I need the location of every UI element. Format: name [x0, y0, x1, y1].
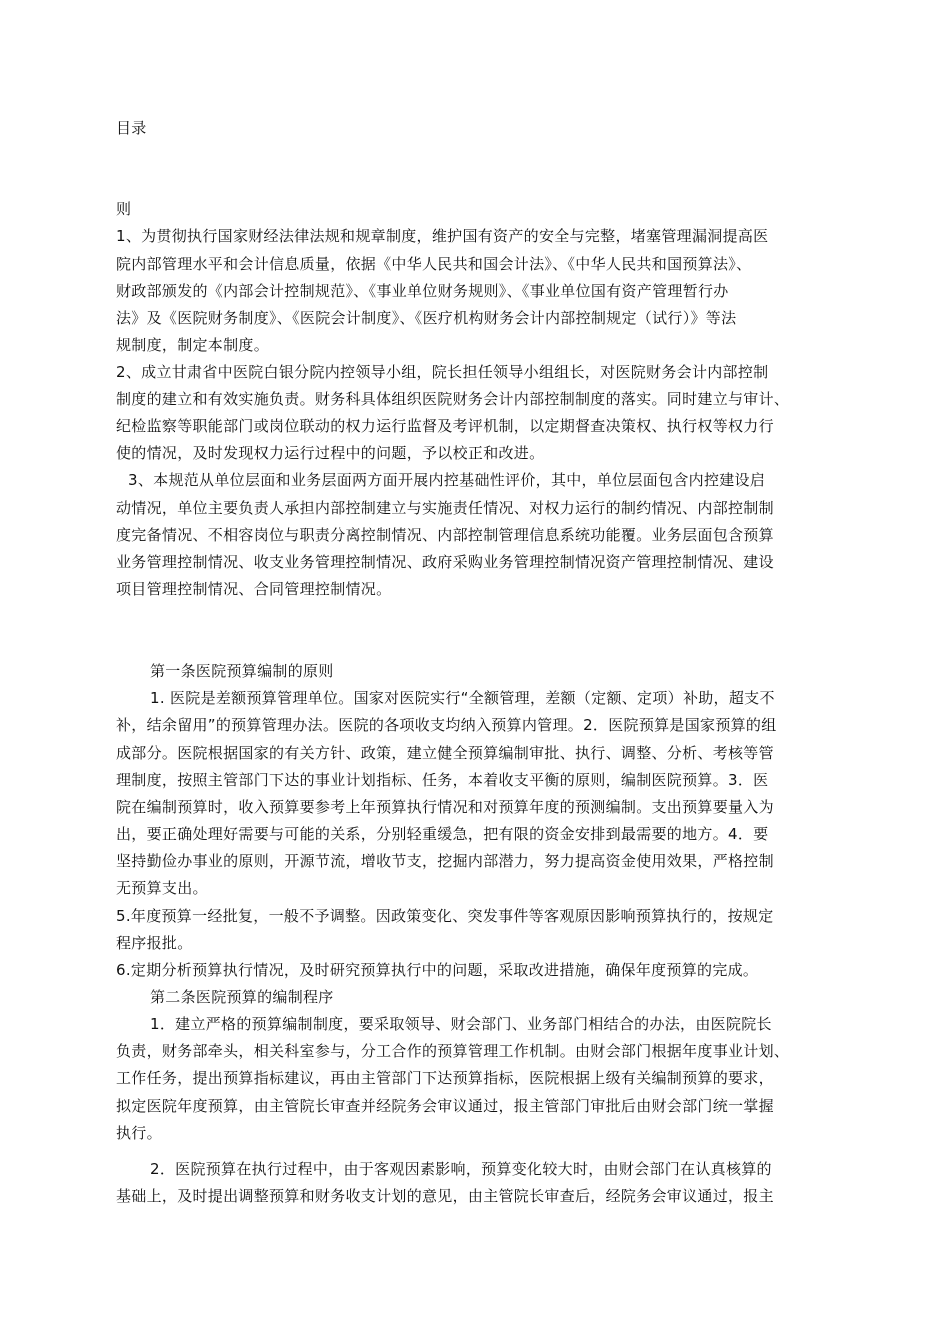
text-line: 执行。 [116, 1124, 162, 1142]
text-line: 2、成立甘肃省中医院白银分院内控领导小组，院长担任领导小组组长，对医院财务会计内部控制 [116, 363, 769, 381]
text-line: 1. 医院是差额预算管理单位。国家对医院实行“全额管理，差额（定额、定项）补助，超支不 [150, 689, 775, 707]
toc-title: 目录 [116, 119, 147, 137]
text-line: 理制度，按照主管部门下达的事业计划指标、任务，本着收支平衡的原则，编制医院预算。3．医 [116, 771, 769, 789]
text-line: 6.定期分析预算执行情况，及时研究预算执行中的问题，采取改进措施，确保年度预算的完成。 [116, 961, 759, 979]
text-line: 5.年度预算一经批复，一般不予调整。因政策变化、突发事件等客观原因影响预算执行的，按规定 [116, 907, 774, 925]
text-line: 出，要正确处理好需要与可能的关系，分别轻重缓急，把有限的资金安排到最需要的地方。4．要 [116, 825, 769, 843]
text-line: 补，结余留用”的预算管理办法。医院的各项收支均纳入预算内管理。2．医院预算是国家预算的组 [116, 716, 777, 734]
text-line: 法》及《医院财务制度》、《医院会计制度》、《医疗机构财务会计内部控制规定（试行）》等法 [116, 309, 737, 327]
text-line: 坚持勤俭办事业的原则，开源节流，增收节支，挖掘内部潜力，努力提高资金使用效果，严格控制 [116, 852, 774, 870]
text-line: 成部分。医院根据国家的有关方针、政策，建立健全预算编制审批、执行、调整、分析、考核等管 [116, 744, 774, 762]
text-line: 度完备情况、不相容岗位与职责分离控制情况、内部控制管理信息系统功能覆。业务层面包含预算 [116, 526, 774, 544]
text-line: 项目管理控制情况、合同管理控制情况。 [116, 580, 392, 598]
text-line: 1．建立严格的预算编制制度，要采取领导、财会部门、业务部门相结合的办法，由医院院长 [150, 1015, 772, 1033]
text-line: 工作任务，提出预算指标建议，再由主管部门下达预算指标，医院根据上级有关编制预算的要求， [116, 1069, 774, 1087]
text-line: 拟定医院年度预算，由主管院长审查并经院务会审议通过，报主管部门审批后由财会部门统一掌握 [116, 1097, 774, 1115]
text-line: 动情况，单位主要负责人承担内部控制建立与实施责任情况、对权力运行的制约情况、内部控制制 [116, 499, 774, 517]
text-line: 3、本规范从单位层面和业务层面两方面开展内控基础性评价，其中，单位层面包含内控建设启 [128, 471, 766, 489]
text-line: 使的情况，及时发现权力运行过程中的问题，予以校正和改进。 [116, 444, 545, 462]
text-line: 业务管理控制情况、收支业务管理控制情况、政府采购业务管理控制情况资产管理控制情况、建设 [116, 553, 774, 571]
section-marker: 则 [116, 200, 132, 218]
text-line: 纪检监察等职能部门或岗位联动的权力运行监督及考评机制，以定期督查决策权、执行权等权力行 [116, 417, 774, 435]
text-line: 负责，财务部牵头，相关科室参与，分工合作的预算管理工作机制。由财会部门根据年度事业计划、 [116, 1042, 790, 1060]
text-line: 规制度，制定本制度。 [116, 336, 270, 354]
text-line: 1、为贯彻执行国家财经法律法规和规章制度，维护国有资产的安全与完整，堵塞管理漏洞提高医 [116, 227, 769, 245]
text-line: 2．医院预算在执行过程中，由于客观因素影响，预算变化较大时，由财会部门在认真核算的 [150, 1160, 772, 1178]
text-line: 基础上，及时提出调整预算和财务收支计划的意见，由主管院长审查后，经院务会审议通过，报主 [116, 1187, 774, 1205]
text-line: 财政部颁发的《内部会计控制规范》、《事业单位财务规则》、《事业单位国有资产管理暂行办 [116, 282, 729, 300]
text-line: 院在编制预算时，收入预算要参考上年预算执行情况和对预算年度的预测编制。支出预算要量入为 [116, 798, 774, 816]
article-heading: 第二条医院预算的编制程序 [150, 988, 334, 1006]
text-line: 院内部管理水平和会计信息质量，依据《中华人民共和国会计法》、《中华人民共和国预算法》、 [116, 255, 752, 273]
text-line: 无预算支出。 [116, 879, 208, 897]
article-heading: 第一条医院预算编制的原则 [150, 662, 334, 680]
text-line: 程序报批。 [116, 934, 193, 952]
text-line: 制度的建立和有效实施负责。财务科具体组织医院财务会计内部控制制度的落实。同时建立与审计、 [116, 390, 790, 408]
